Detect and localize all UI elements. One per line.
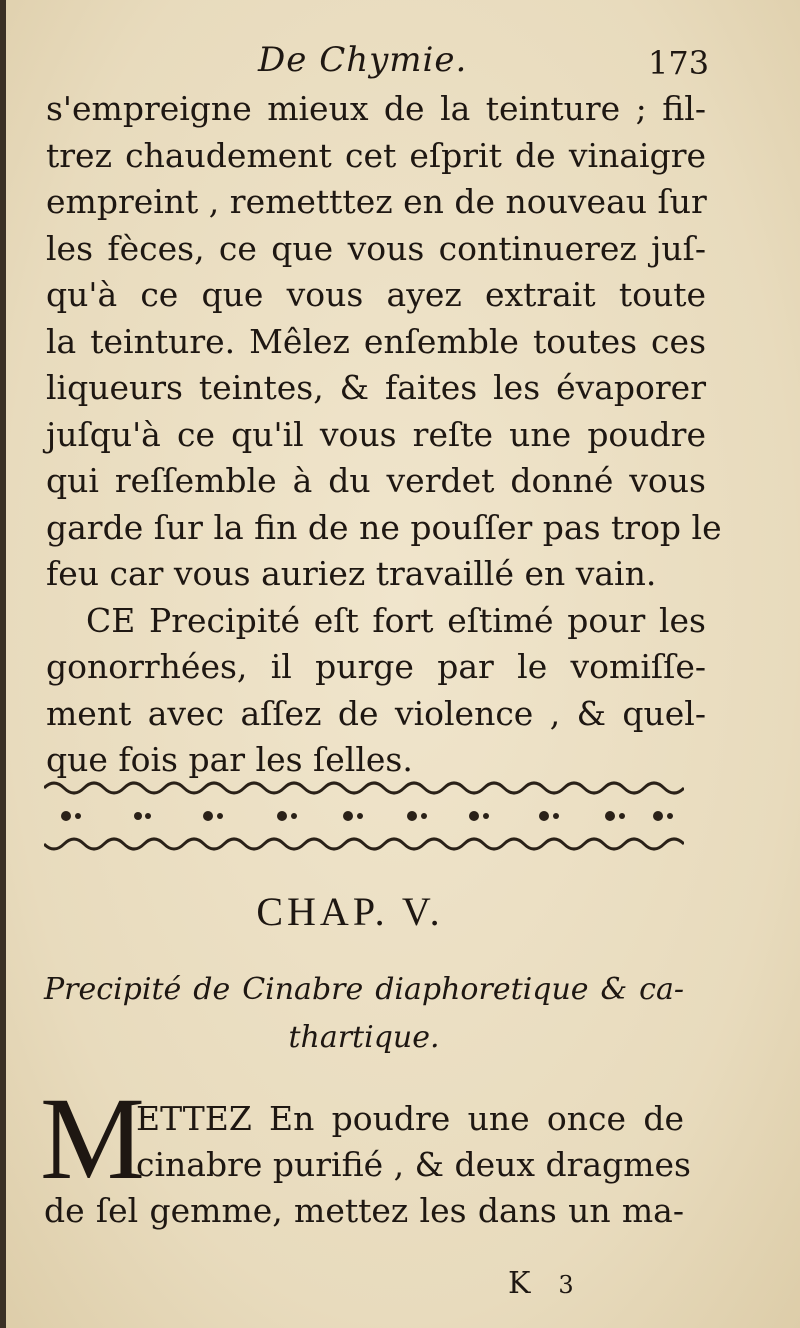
ornament-band xyxy=(44,774,684,858)
text-line: feu car vous auriez travaillé en vain. xyxy=(46,554,657,593)
paragraph-line: CE Precipité eſt fort eſtimé pour les xyxy=(86,600,706,640)
text-line: juſqu'à ce qu'il vous reſte une poudre xyxy=(46,414,706,454)
text-line: garde ſur la fin de ne pouſſer pas trop le xyxy=(46,507,722,547)
text-line: trez chaudement cet eſprit de vinaigre xyxy=(46,135,706,175)
drop-cap: M xyxy=(40,1073,145,1204)
paragraph-line: ment avec aſſez de violence , & quel- xyxy=(46,693,706,733)
chapter-paragraph xyxy=(44,1096,691,1234)
text-line: liqueurs teintes, & faites les évaporer xyxy=(46,368,706,407)
subtitle-line: thartique. xyxy=(288,1020,440,1055)
text-line: la teinture. Mêlez enſemble toutes ces xyxy=(46,321,706,361)
paragraph-line: cinabre purifié , & deux dragmes xyxy=(136,1145,691,1184)
text-line: qui reſſemble à du verdet donné vous xyxy=(46,461,706,500)
signature-mark xyxy=(508,1266,574,1301)
signature-number: 3 xyxy=(558,1271,574,1299)
ornament-wave-top xyxy=(44,783,684,793)
paragraph-line: gonorrhées, il purge par le vomiſſe- xyxy=(46,647,706,686)
ornament-wave-bottom xyxy=(44,839,684,849)
signature-letter: K xyxy=(508,1266,531,1301)
paragraph-line: que fois par les ſelles. xyxy=(46,740,413,779)
text-line: les fèces, ce que vous continuerez juſ- xyxy=(46,228,706,268)
page-number: 173 xyxy=(648,44,710,82)
chapter-heading: CHAP. V. xyxy=(256,889,444,934)
text-line: empreint , remetttez en de nouveau ſur xyxy=(46,182,707,221)
chapter-subtitle xyxy=(44,966,684,1062)
paragraph-line: ETTEZ En poudre une once de xyxy=(136,1099,684,1138)
text-line: qu'à ce que vous ayez extrait toute xyxy=(46,275,706,314)
paragraph-line: de ſel gemme, mettez les dans un ma- xyxy=(44,1191,684,1230)
page-edge xyxy=(0,0,6,1328)
subtitle-line: Precipité de Cinabre diaphoretique & ca- xyxy=(44,972,684,1007)
ornament-flourish-row xyxy=(61,811,673,821)
text-line: s'empreigne mieux de la teinture ; fil- xyxy=(46,89,706,128)
running-title: De Chymie. xyxy=(258,40,468,80)
body-text xyxy=(46,86,722,784)
